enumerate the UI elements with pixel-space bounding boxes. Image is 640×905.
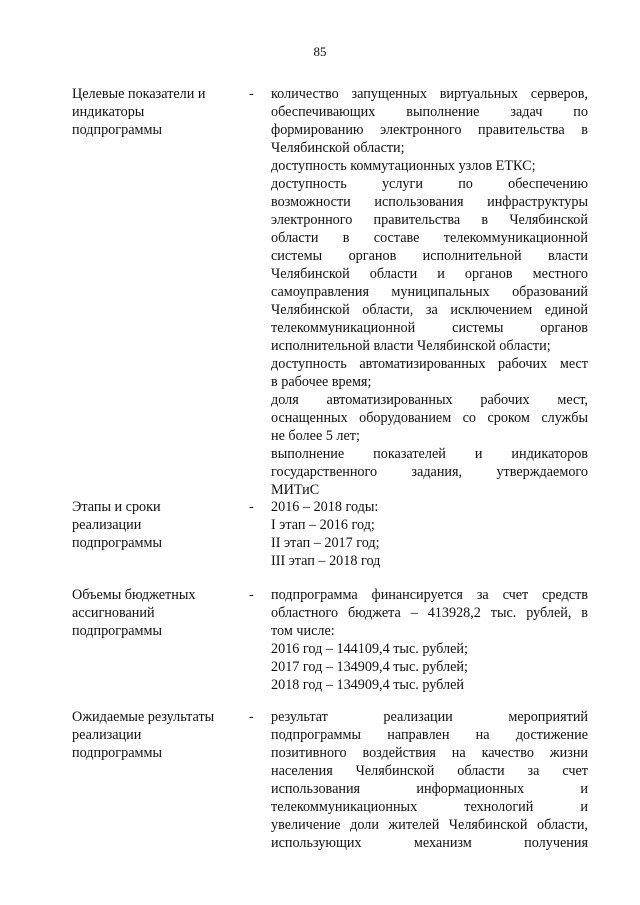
content-line: II этап – 2017 год; (271, 535, 380, 551)
content-line: том числе: (271, 623, 335, 639)
section-label: Ожидаемые результаты реализации подпрограммы (72, 709, 215, 761)
section-label: Целевые показатели и индикаторы подпрограммы (72, 86, 206, 138)
content-line: доступность коммутационных узлов ЕТКС; (271, 158, 536, 174)
content-line: формированию электронного правительства в (271, 122, 588, 138)
content-line: доступность автоматизированных рабочих мест (271, 356, 588, 372)
dash-marker: - (249, 86, 254, 102)
content-line: населения Челябинской области за счет (271, 763, 588, 779)
content-line: системы органов исполнительной власти (271, 248, 588, 264)
content-line: 2016 год – 144109,4 тыс. рублей; (271, 641, 468, 657)
content-line: результат реализации мероприятий (271, 709, 588, 725)
content-line: возможности использования инфраструктуры (271, 194, 588, 210)
section-content (271, 708, 588, 852)
content-line: увеличение доли жителей Челябинской области, (271, 817, 588, 833)
dash-marker: - (249, 709, 254, 725)
content-line: электронного правительства в Челябинской (271, 212, 588, 228)
content-line: Челябинской области, за исключением единой (271, 302, 588, 318)
content-line: позитивного воздействия на качество жизни (271, 745, 588, 761)
section-content (271, 85, 588, 499)
content-line: Челябинской области; (271, 140, 405, 156)
section-content (271, 586, 588, 694)
content-line: областного бюджета – 413928,2 тыс. рублей, в (271, 605, 588, 621)
content-line: МИТиС (271, 482, 320, 498)
content-line: III этап – 2018 год (271, 553, 381, 569)
content-line: исполнительной власти Челябинской области; (271, 338, 551, 354)
content-line: доступность услуги по обеспечению (271, 176, 588, 192)
content-line: выполнение показателей и индикаторов (271, 446, 588, 462)
content-line: государственного задания, утверждаемого (271, 464, 588, 480)
content-line: I этап – 2016 год; (271, 517, 375, 533)
section-content (271, 498, 588, 570)
content-line: использующих механизм получения (271, 835, 588, 851)
content-line: оснащенных оборудованием со сроком службы (271, 410, 588, 426)
content-line: 2016 – 2018 годы: (271, 499, 379, 515)
content-line: области в составе телекоммуникационной (271, 230, 588, 246)
page-number: 85 (313, 44, 327, 59)
content-line: телекоммуникационных технологий и (271, 799, 588, 815)
section-label: Этапы и сроки реализации подпрограммы (72, 499, 162, 551)
content-line: в рабочее время; (271, 374, 372, 390)
content-line: телекоммуникационной системы органов (271, 320, 588, 336)
content-line: обеспечивающих выполнение задач по (271, 104, 588, 120)
content-line: самоуправления муниципальных образований (271, 284, 588, 300)
dash-marker: - (249, 587, 254, 603)
content-line: использования информационных и (271, 781, 588, 797)
content-line: 2017 год – 134909,4 тыс. рублей; (271, 659, 468, 675)
content-line: подпрограмма финансируется за счет средств (271, 587, 588, 603)
content-line: доля автоматизированных рабочих мест, (271, 392, 588, 408)
content-line: количество запущенных виртуальных серверов, (271, 86, 588, 102)
content-line: Челябинской области и органов местного (271, 266, 588, 282)
content-line: не более 5 лет; (271, 428, 360, 444)
content-line: 2018 год – 134909,4 тыс. рублей (271, 677, 464, 693)
dash-marker: - (249, 499, 254, 515)
content-line: подпрограммы направлен на достижение (271, 727, 588, 743)
section-label: Объемы бюджетных ассигнований подпрограммы (72, 587, 196, 639)
